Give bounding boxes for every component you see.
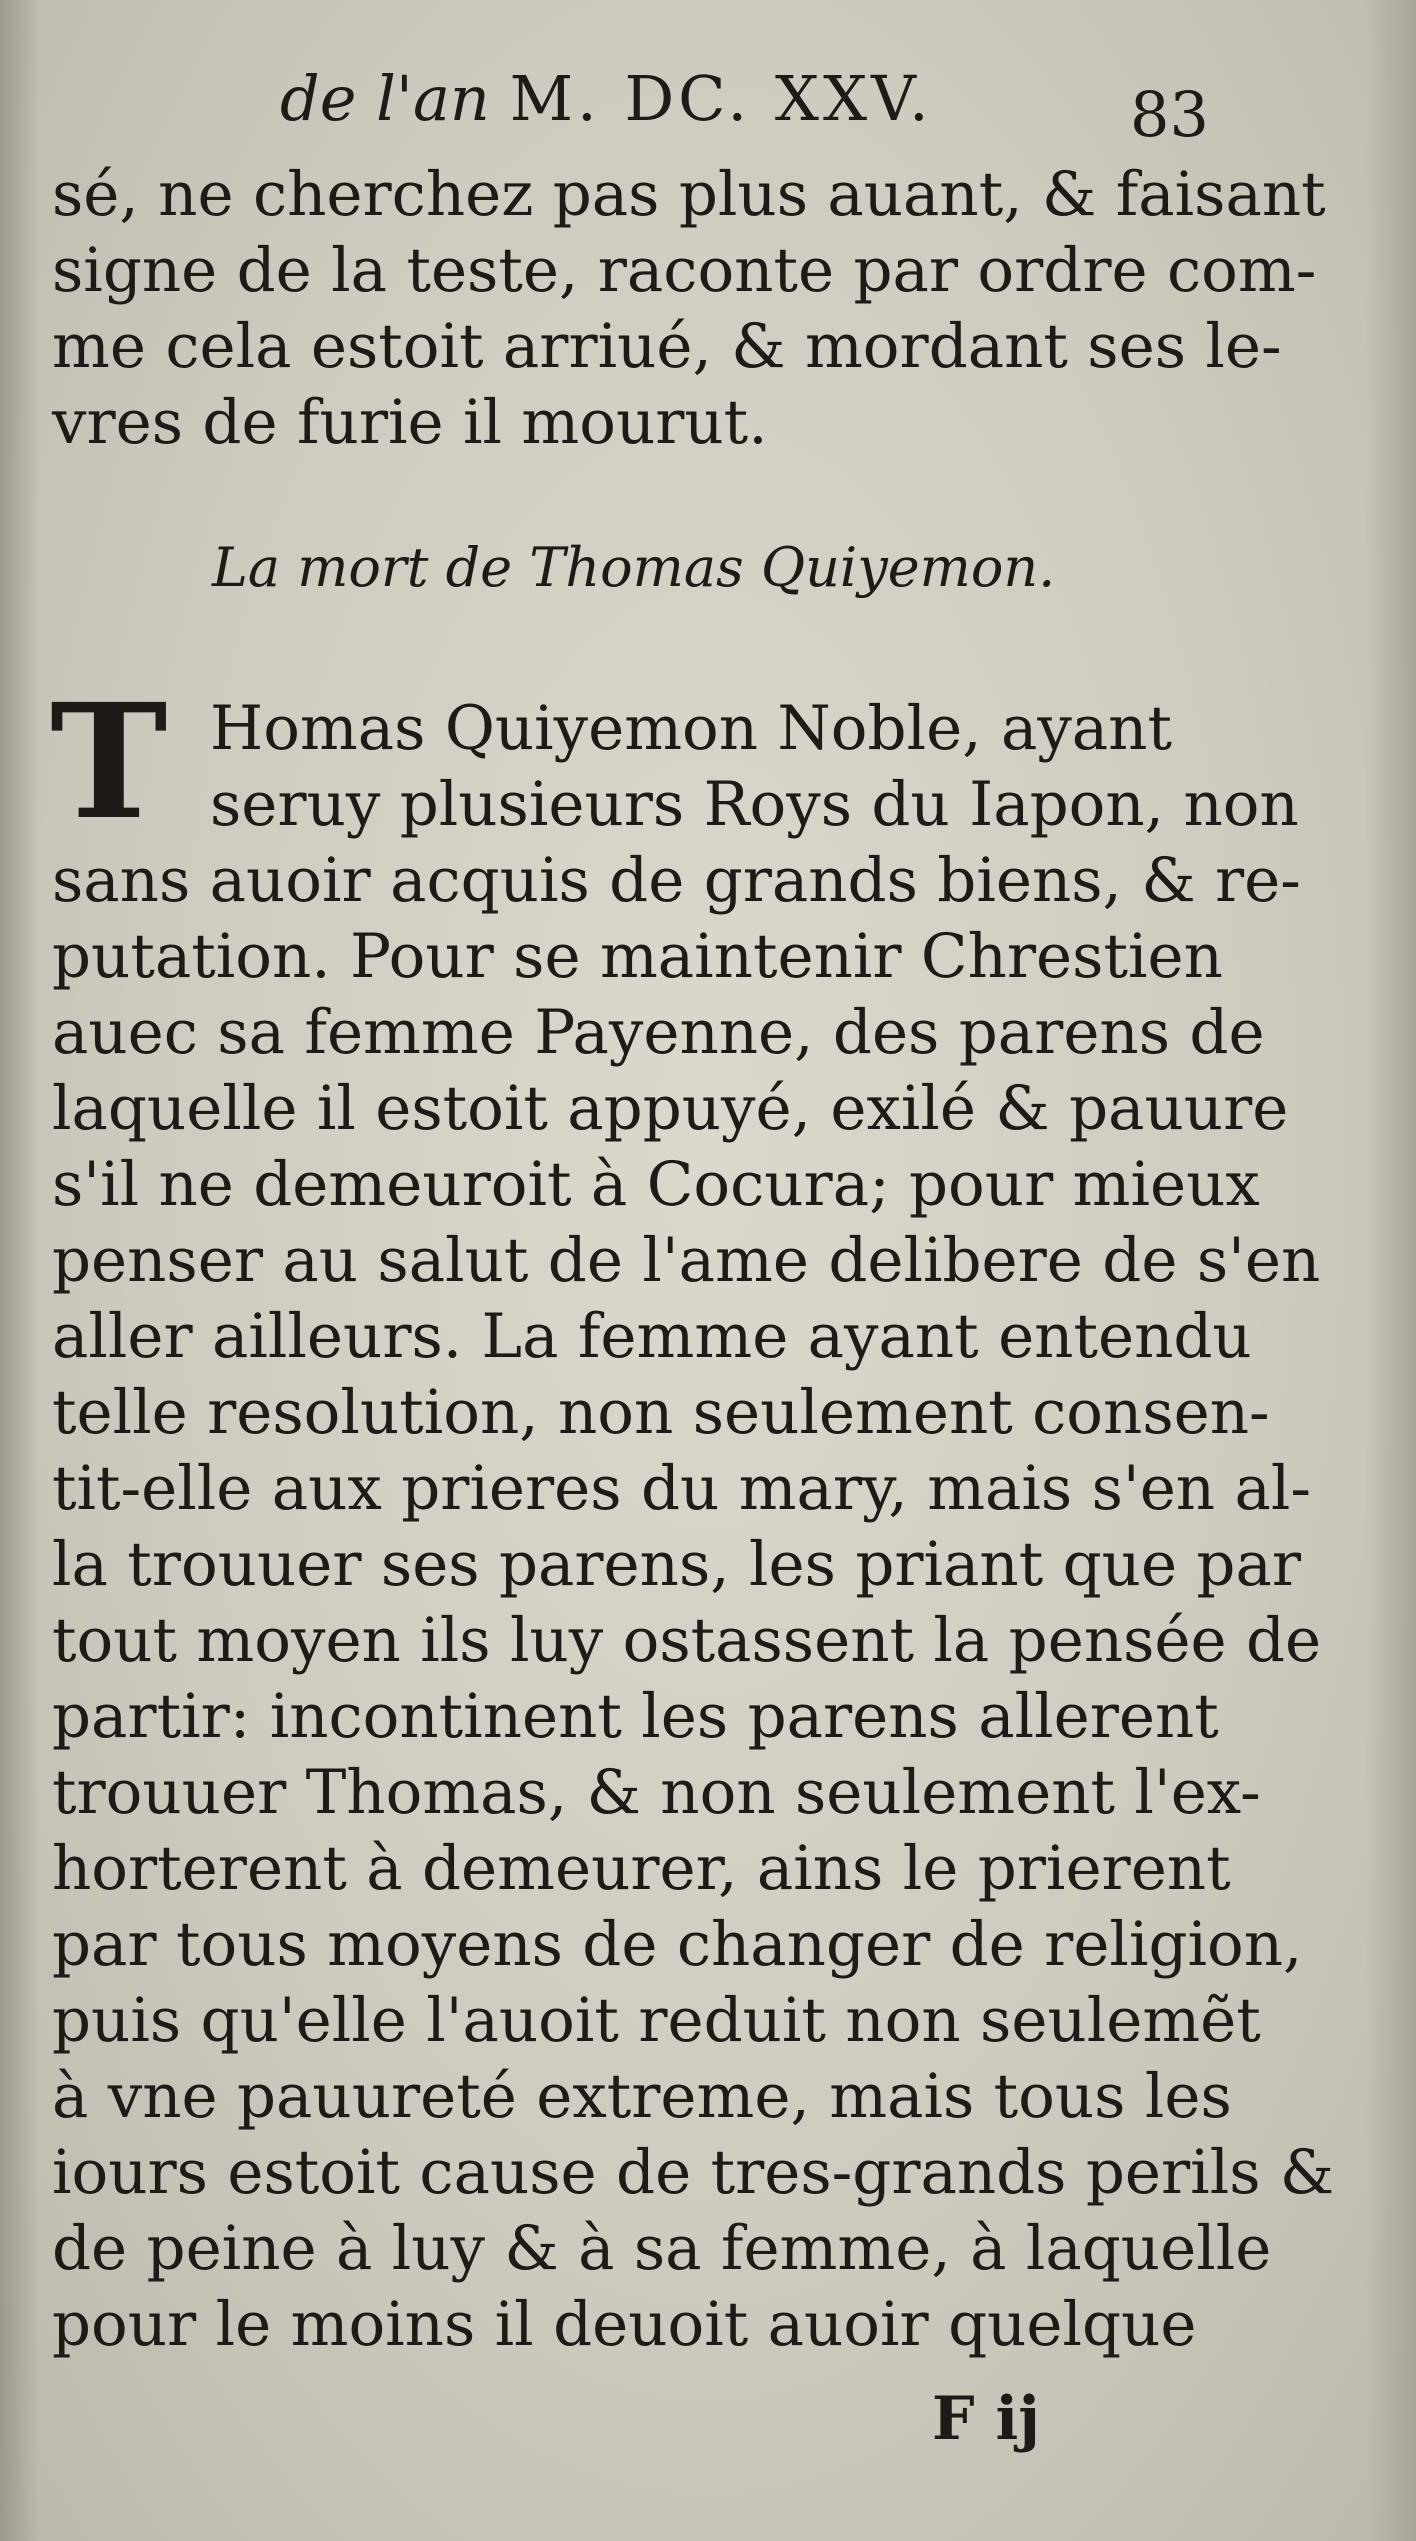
text-line: putation. Pour se maintenir Chrestien: [52, 921, 1223, 992]
text-line: s'il ne demeuroit à Cocura; pour mieux: [52, 1149, 1260, 1220]
text-line: iours estoit cause de tres-grands perils &: [52, 2137, 1335, 2208]
text-line: trouuer Thomas, & non seulement l'ex-: [52, 1757, 1261, 1828]
section-title: La mort de Thomas Quiyemon.: [212, 536, 1056, 599]
text-line: pour le moins il deuoit auoir quelque: [52, 2289, 1197, 2360]
text-line: aller ailleurs. La femme ayant entendu: [52, 1301, 1252, 1372]
text-line: Homas Quiyemon Noble, ayant: [210, 693, 1172, 764]
text-line: de peine à luy & à sa femme, à laquelle: [52, 2213, 1272, 2284]
text-line: à vne pauureté extreme, mais tous les: [52, 2061, 1232, 2132]
text-line: signe de la teste, raconte par ordre com-: [52, 235, 1317, 306]
text-line: laquelle il estoit appuyé, exilé & pauure: [52, 1073, 1289, 1144]
running-head-year: M. DC. XXV.: [509, 62, 933, 135]
text-line: vres de furie il mourut.: [52, 387, 768, 458]
text-line: tit-elle aux prieres du mary, mais s'en al-: [52, 1453, 1311, 1524]
page-edge-shadow-right: [1366, 0, 1416, 2541]
text-line: sé, ne cherchez pas plus auant, & faisant: [52, 159, 1326, 230]
text-line: la trouuer ses parens, les priant que par: [52, 1529, 1302, 1600]
drop-cap: T: [50, 670, 168, 855]
running-head: [280, 62, 1080, 135]
page-edge-shadow-left: [0, 0, 40, 2541]
text-line: puis qu'elle l'auoit reduit non seulemẽt: [52, 1985, 1261, 2056]
text-line: par tous moyens de changer de religion,: [52, 1909, 1303, 1980]
text-line: partir: incontinent les parens allerent: [52, 1681, 1219, 1752]
text-line: tout moyen ils luy ostassent la pensée de: [52, 1605, 1322, 1676]
running-head-italic: de l'an: [280, 62, 490, 135]
text-line: penser au salut de l'ame delibere de s'en: [52, 1225, 1321, 1296]
text-line: sans auoir acquis de grands biens, & re-: [52, 845, 1301, 916]
signature-mark: F ij: [932, 2384, 1040, 2454]
text-line: horterent à demeurer, ains le prierent: [52, 1833, 1231, 1904]
text-line: me cela estoit arriué, & mordant ses le-: [52, 311, 1282, 382]
text-line: seruy plusieurs Roys du Iapon, non: [210, 769, 1299, 840]
text-line: auec sa femme Payenne, des parens de: [52, 997, 1265, 1068]
page-number: 83: [1130, 78, 1209, 151]
text-line: telle resolution, non seulement consen-: [52, 1377, 1270, 1448]
